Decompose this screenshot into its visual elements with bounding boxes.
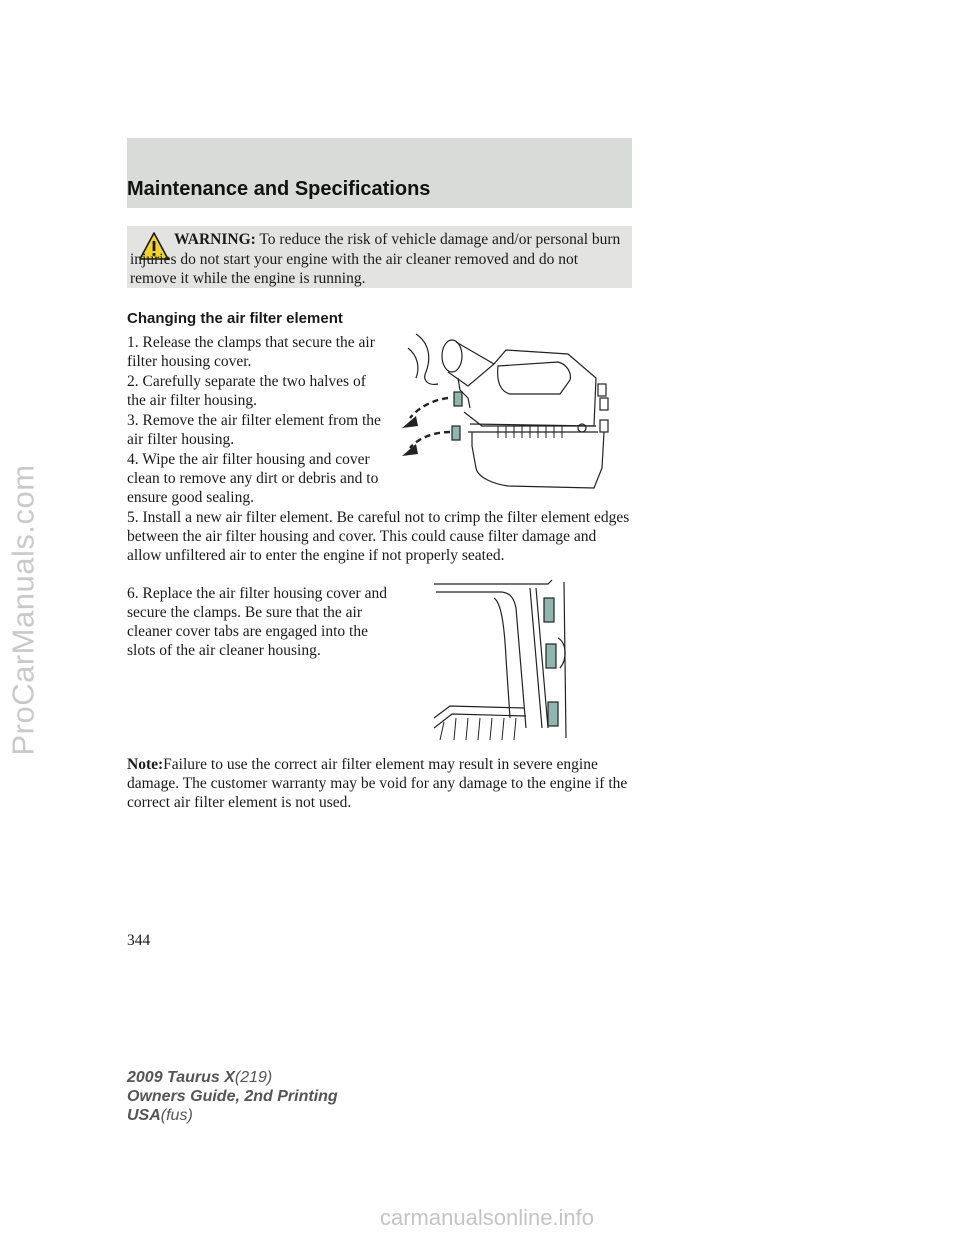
footer-market: USA: [127, 1107, 161, 1124]
note-label: Note:: [127, 756, 164, 773]
air-filter-housing-illustration: [398, 328, 623, 498]
warning-box: [127, 226, 632, 288]
side-watermark: [2, 430, 46, 790]
warning-body: To reduce the risk of vehicle damage and/or personal burn injuries do not start your engine with the air cleaner removed and do not remove it while the engine is running.: [130, 231, 621, 287]
warning-text: [130, 230, 625, 289]
footer-guide: Owners Guide, 2nd Printing: [127, 1088, 338, 1105]
bottom-watermark: carmanualsonline.info: [380, 1205, 595, 1230]
step-3: 3. Remove the air filter element from the air filter housing.: [127, 412, 381, 448]
page-title: Maintenance and Specifications: [127, 178, 431, 200]
cover-tabs-illustration: [434, 578, 574, 740]
document-footer: [127, 1068, 338, 1125]
note-paragraph: [127, 755, 632, 812]
step-4: 4. Wipe the air filter housing and cover clean to remove any dirt or debris and to ensure good sealing.: [127, 451, 379, 506]
footer-model-code: (219): [234, 1069, 273, 1086]
warning-label: WARNING:: [174, 231, 256, 248]
step-1: 1. Release the clamps that secure the air filter housing cover.: [127, 334, 375, 370]
step-5: 5. Install a new air filter element. Be careful not to crimp the filter element edges between the air filter housing and cover. This could cause filter damage and allow unfiltered air to enter the engine if not properly seated.: [127, 509, 630, 564]
section-header-bar: [127, 138, 632, 208]
step-2: 2. Carefully separate the two halves of the air filter housing.: [127, 373, 366, 409]
step-6: 6. Replace the air filter housing cover and secure the clamps. Be sure that the air cleaner cover tabs are engaged into the slots of the air cleaner housing.: [127, 585, 387, 659]
side-watermark-text: ProCarManuals.com: [6, 464, 42, 756]
footer-model: 2009 Taurus X: [127, 1069, 235, 1086]
footer-market-code: (fus): [160, 1107, 193, 1124]
note-body: Failure to use the correct air filter element may result in severe engine damage. The customer warranty may be void for any damage to the engine if the correct air filter element is not used.: [127, 756, 628, 811]
section-heading: Changing the air filter element: [127, 310, 343, 327]
page-number: 344: [127, 932, 151, 949]
